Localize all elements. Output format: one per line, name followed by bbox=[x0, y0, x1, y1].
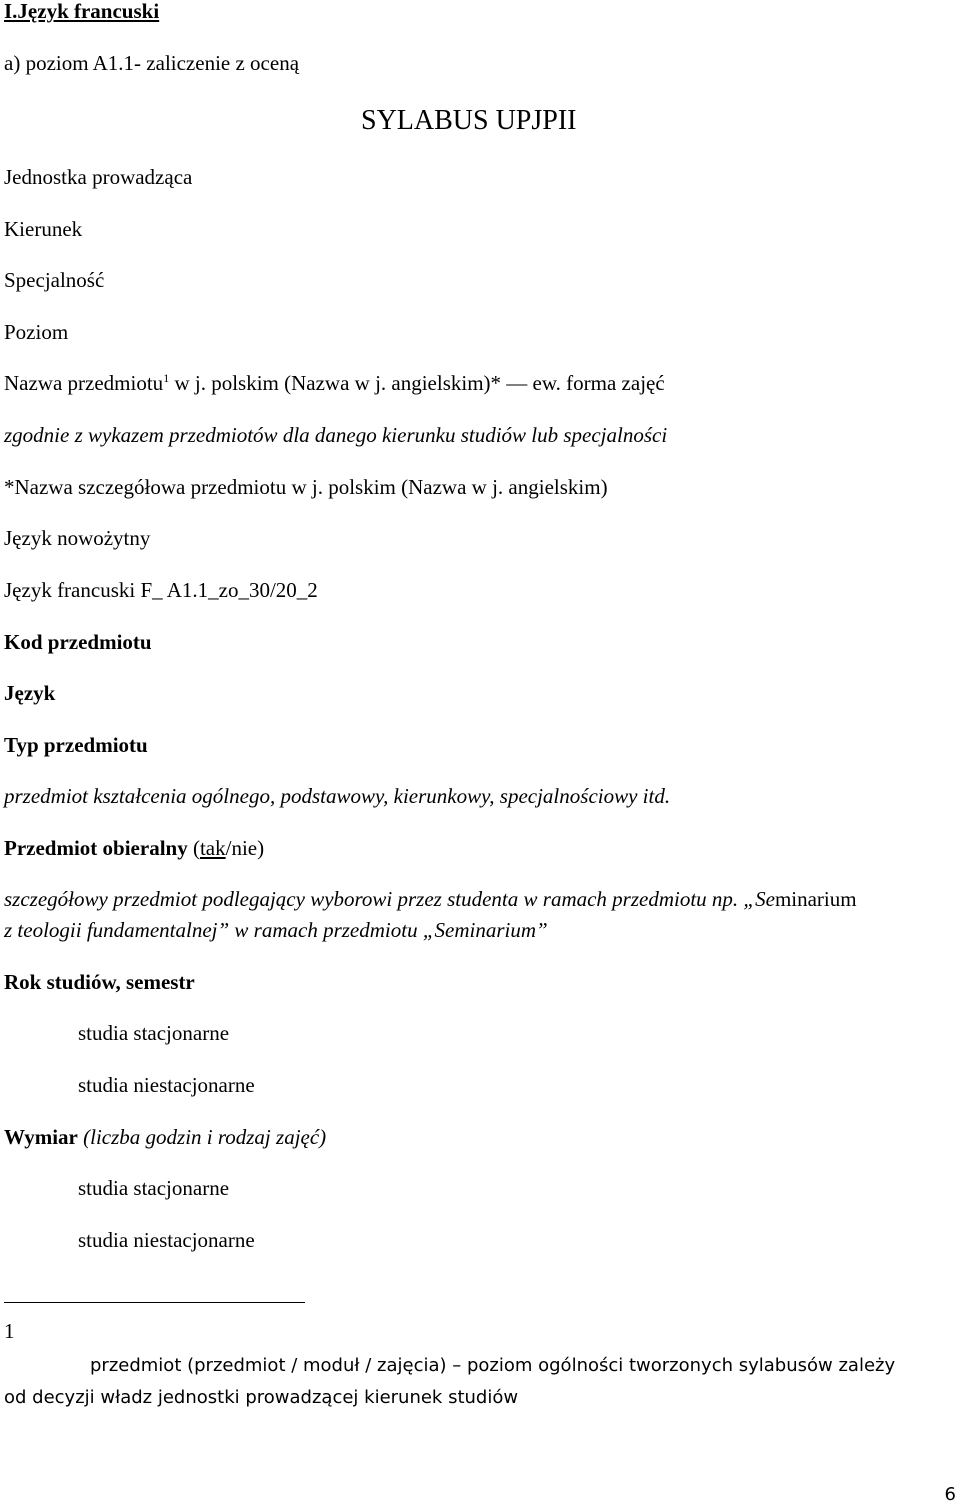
footnote-line1: przedmiot (przedmiot / moduł / zajęcia) – poziom ogólności tworzonych sylabusów zależy bbox=[90, 1355, 896, 1376]
footnote-text bbox=[4, 1350, 944, 1414]
elective-line bbox=[4, 837, 264, 860]
elective-hint-normal: minarium bbox=[774, 887, 857, 911]
elective-open: ( bbox=[187, 836, 200, 860]
syllabus-title: SYLABUS UPJPII bbox=[361, 105, 577, 136]
year-semester-label: Rok studiów, semestr bbox=[4, 970, 195, 994]
course-name-heading bbox=[4, 372, 665, 395]
specialization-label: Specjalność bbox=[4, 268, 105, 292]
scope-line bbox=[4, 1126, 326, 1149]
footnote-divider bbox=[4, 1302, 305, 1303]
scope-part-time: studia niestacjonarne bbox=[78, 1228, 255, 1252]
level-label: Poziom bbox=[4, 320, 69, 344]
elective-hint-line1 bbox=[4, 888, 857, 911]
elective-yes: tak bbox=[199, 836, 226, 860]
course-name-part1: Nazwa przedmiotu bbox=[4, 371, 164, 395]
elective-hint-line2: z teologii fundamentalnej” w ramach przedmiotu „Seminarium” bbox=[4, 918, 548, 942]
unit-label: Jednostka prowadząca bbox=[4, 165, 193, 189]
year-full-time: studia stacjonarne bbox=[78, 1021, 230, 1045]
scope-hint: (liczba godzin i rodzaj zajęć) bbox=[77, 1125, 327, 1149]
course-name-part2: w j. polskim (Nazwa w j. angielskim)* — ew. forma zajęć bbox=[169, 371, 665, 395]
elective-label: Przedmiot obieralny bbox=[4, 836, 188, 860]
course-name-value: Język francuski F_ A1.1_zo_30/20_2 bbox=[4, 578, 318, 602]
scope-full-time: studia stacjonarne bbox=[78, 1176, 230, 1200]
course-type-label: Typ przedmiotu bbox=[4, 733, 148, 757]
course-type-hint: przedmiot kształcenia ogólnego, podstawowy, kierunkowy, specjalnościowy itd. bbox=[4, 784, 671, 808]
detailed-name-label: *Nazwa szczegółowa przedmiotu w j. polskim (Nazwa w j. angielskim) bbox=[4, 475, 608, 499]
section-title: I.Język francuski bbox=[4, 0, 160, 23]
direction-label: Kierunek bbox=[4, 217, 83, 241]
course-name-hint: zgodnie z wykazem przedmiotów dla danego kierunku studiów lub specjalności bbox=[4, 423, 668, 447]
footnote-number: 1 bbox=[4, 1319, 15, 1343]
year-part-time: studia niestacjonarne bbox=[78, 1073, 255, 1097]
language-label: Język bbox=[4, 681, 56, 705]
page-number: 6 bbox=[944, 1484, 956, 1506]
elective-hint-italic: szczegółowy przedmiot podlegający wyborowi przez studenta w ramach przedmiotu np. „Se bbox=[4, 887, 775, 911]
scope-label: Wymiar bbox=[4, 1125, 78, 1149]
language-modern: Język nowożytny bbox=[4, 526, 151, 550]
level-line: a) poziom A1.1- zaliczenie z oceną bbox=[4, 51, 300, 75]
footnote-ref[interactable]: 1 bbox=[163, 371, 170, 385]
footnote-line2: od decyzji władz jednostki prowadzącej kierunek studiów bbox=[4, 1387, 519, 1408]
course-code-label: Kod przedmiotu bbox=[4, 630, 152, 654]
elective-rest: /nie) bbox=[225, 836, 265, 860]
